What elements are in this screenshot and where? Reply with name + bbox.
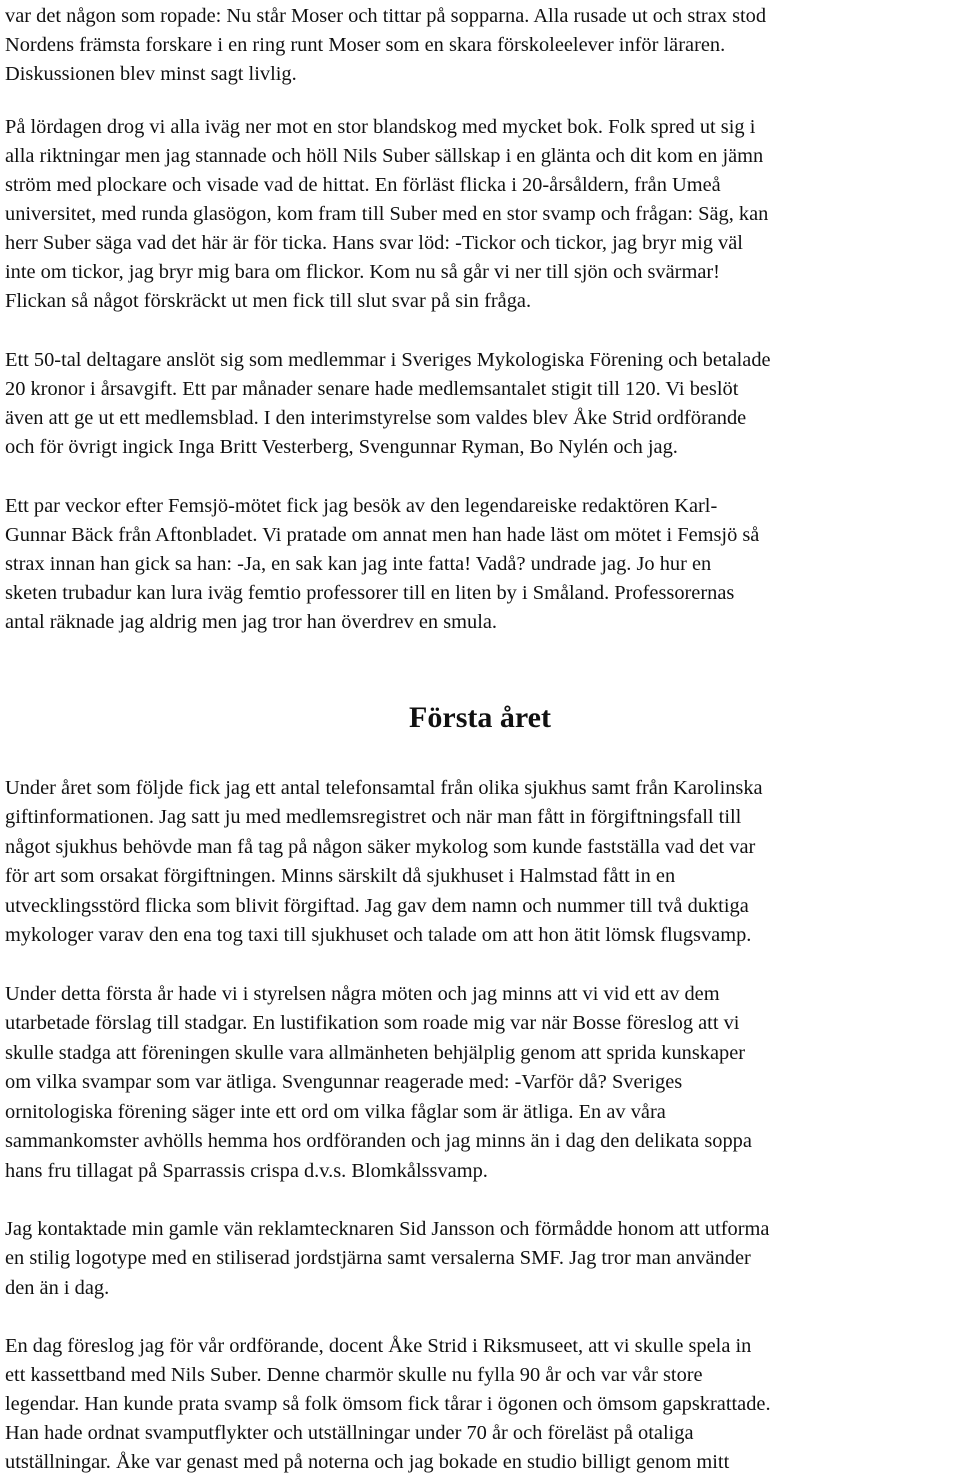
text-line: strax innan han gick sa han: -Ja, en sak kan jag inte fatta! Vadå? undrade jag. Jo hur en [5, 553, 712, 575]
text-line: något sjukhus behövde man få tag på någon säker mykolog som kunde fastställa vad det var [5, 836, 756, 858]
text-line: Under detta första år hade vi i styrelsen några möten och jag minns att vi vid ett av dem [5, 983, 720, 1005]
text-line: universitet, med runda glasögon, kom fram till Suber med en stor svamp och frågan: Säg, kan [5, 203, 769, 225]
text-line: Gunnar Bäck från Aftonbladet. Vi pratade om annat men han hade läst om mötet i Femsjö så [5, 524, 760, 546]
text-line: skulle stadga att föreningen skulle vara allmänheten behjälplig genom att sprida kunskaper [5, 1042, 746, 1064]
text-line: En dag föreslog jag för vår ordförande, docent Åke Strid i Riksmuseet, att vi skulle spela in [5, 1335, 752, 1357]
text-line: hans fru tillagat på Sparrassis crispa d.v.s. Blomkålssvamp. [5, 1160, 488, 1182]
text-line: även att ge ut ett medlemsblad. I den interimstyrelse som valdes blev Åke Strid ordförande [5, 407, 747, 429]
text-line: ornitologiska förening säger inte ett ord om vilka fåglar som är ätliga. En av våra [5, 1101, 666, 1123]
text-line: en stilig logotype med en stiliserad jordstjärna samt versalerna SMF. Jag tror man använder [5, 1247, 751, 1269]
text-line: utställningar. Åke var genast med på noterna och jag bokade en studio billigt genom mitt [5, 1451, 730, 1473]
text-line: Ett 50-tal deltagare anslöt sig som medlemmar i Sveriges Mykologiska Förening och betalade [5, 349, 771, 371]
text-line: Ett par veckor efter Femsjö-mötet fick jag besök av den legendareiske redaktören Karl- [5, 495, 718, 517]
text-line: och för övrigt ingick Inga Britt Vesterberg, Svengunnar Ryman, Bo Nylén och jag. [5, 436, 678, 458]
section-heading: Första året [409, 701, 551, 734]
text-line: var det någon som ropade: Nu står Moser och tittar på sopparna. Alla rusade ut och strax stod [5, 5, 767, 27]
text-line: alla riktningar men jag stannade och höll Nils Suber sällskap i en glänta och dit kom en jämn [5, 145, 764, 167]
text-line: legendar. Han kunde prata svamp så folk ömsom fick tårar i ögonen och ömsom gapskrattade. [5, 1393, 771, 1415]
text-line: Diskussionen blev minst sagt livlig. [5, 63, 297, 85]
text-line: om vilka svampar som var ätliga. Svengunnar reagerade med: -Varför då? Sveriges [5, 1071, 683, 1093]
text-line: Jag kontaktade min gamle vän reklamtecknaren Sid Jansson och förmådde honom att utforma [5, 1218, 770, 1240]
text-line: mykologer varav den ena tog taxi till sjukhuset och talade om att hon ätit lömsk flugsvamp. [5, 924, 752, 946]
text-line: utvecklingsstörd flicka som blivit förgiftad. Jag gav dem namn och nummer till två duktiga [5, 895, 749, 917]
text-line: antal räknade jag aldrig men jag tror han överdrev en smula. [5, 611, 498, 633]
text-line: giftinformationen. Jag satt ju med medlemsregistret och när man fått in förgiftningsfall till [5, 806, 742, 828]
text-line: På lördagen drog vi alla iväg ner mot en stor blandskog med mycket bok. Folk spred ut sig i [5, 116, 756, 138]
text-line: Flickan så något förskräckt ut men fick till slut svar på sin fråga. [5, 290, 532, 312]
text-line: Han hade ordnat svamputflykter och utställningar under 70 år och föreläst på otaliga [5, 1422, 694, 1444]
text-line: sketen trubadur kan lura iväg femtio professorer till en liten by i Småland. Professorernas [5, 582, 735, 604]
text-line: Under året som följde fick jag ett antal telefonsamtal från olika sjukhus samt från Karolinska [5, 777, 763, 799]
text-line: ström med plockare och visade vad de hittat. En förläst flicka i 20-årsåldern, från Umeå [5, 174, 721, 196]
text-line: herr Suber säga vad det här är för ticka. Hans svar löd: -Tickor och tickor, jag bryr mig väl [5, 232, 743, 254]
text-line: den än i dag. [5, 1277, 110, 1299]
text-line: Nordens främsta forskare i en ring runt Moser som en skara förskoleelever inför läraren. [5, 34, 726, 56]
text-line: 20 kronor i årsavgift. Ett par månader senare hade medlemsantalet stigit till 120. Vi beslöt [5, 378, 739, 400]
text-line: inte om tickor, jag bryr mig bara om flickor. Kom nu så går vi ner till sjön och svärmar! [5, 261, 720, 283]
text-line: ett kassettband med Nils Suber. Denne charmör skulle nu fylla 90 år och var vår store [5, 1364, 703, 1386]
text-line: för art som orsakat förgiftningen. Minns särskilt då sjukhuset i Halmstad fått in en [5, 865, 676, 887]
text-line: utarbetade förslag till stadgar. En lustifikation som roade mig var när Bosse föreslog att vi [5, 1012, 740, 1034]
text-line: sammankomster avhölls hemma hos ordföranden och jag minns än i dag den delikata soppa [5, 1130, 752, 1152]
